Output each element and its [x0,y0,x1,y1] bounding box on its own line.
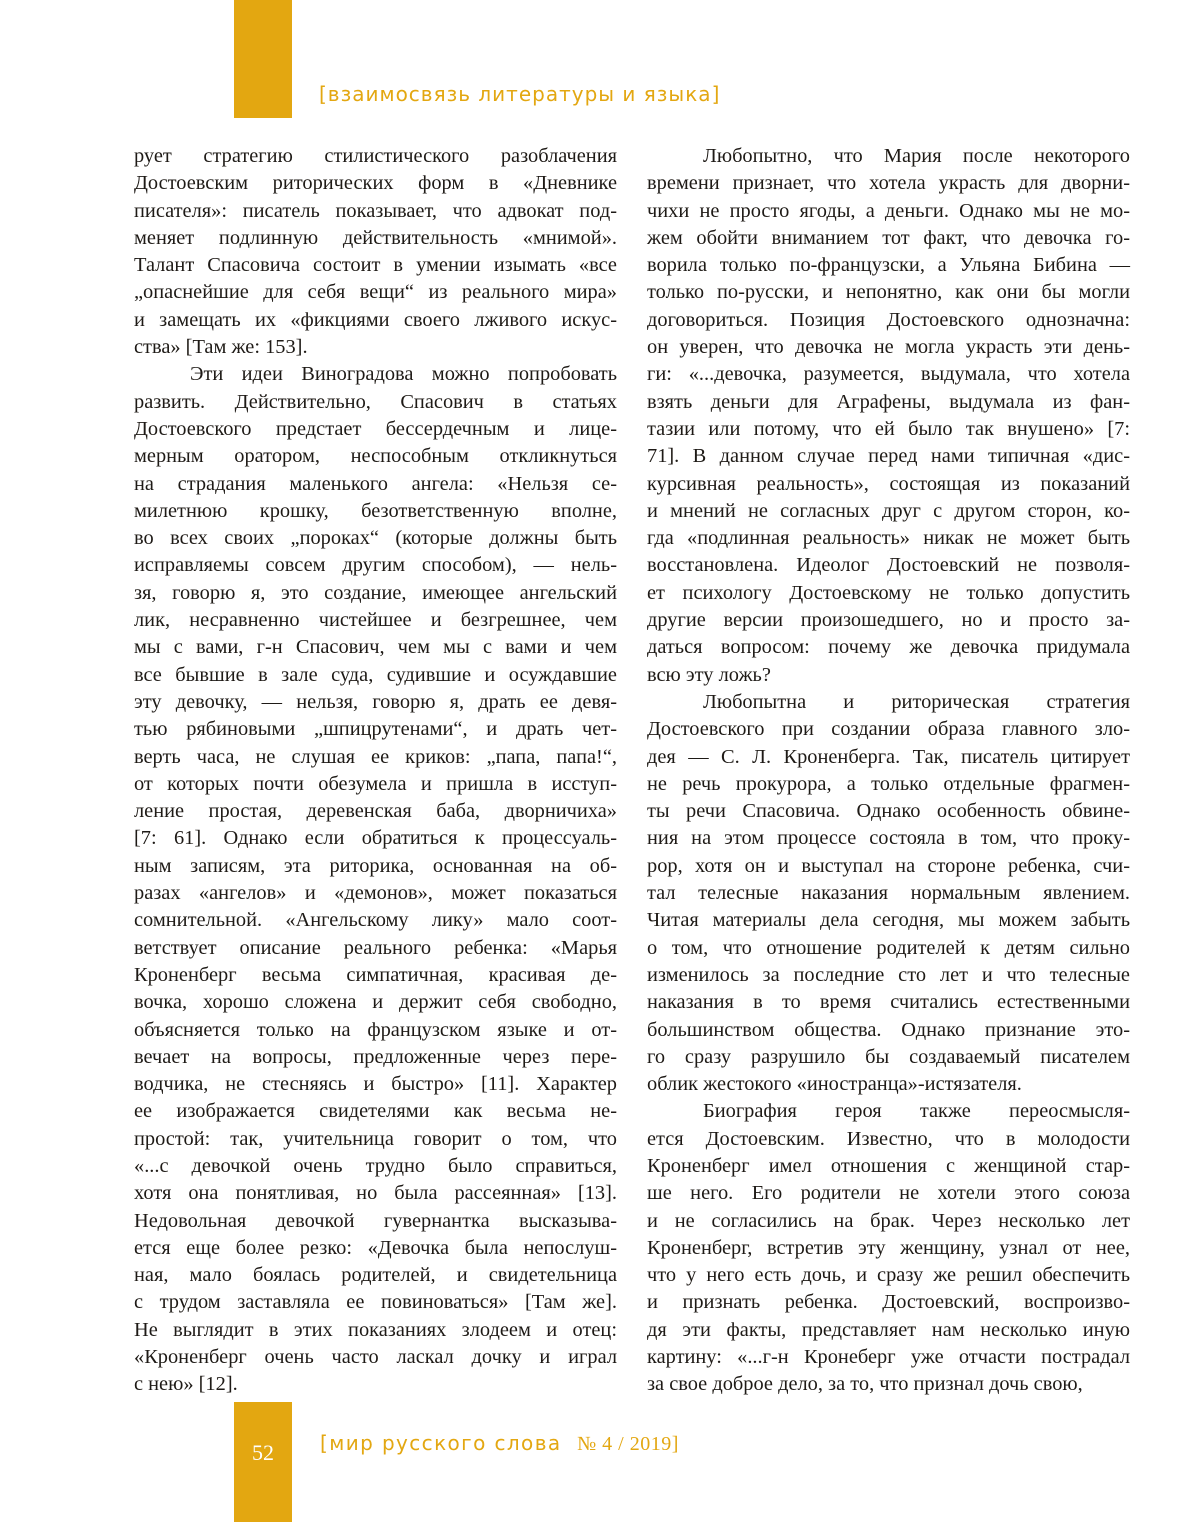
text-line: тазии или потому, что ей было так внушено» [7: [647,417,1130,440]
text-line: гда «подлинная реальность» никак не может быть [647,527,1130,550]
journal-name: [мир русского слова [320,1431,562,1455]
text-line: ства» [Там же: 153]. [134,336,308,359]
journal-issue: № 4 / 2019] [577,1433,679,1455]
text-line: развить. Действительно, Спасович в статьях [134,390,617,413]
text-line: и не согласились на брак. Через несколько лет [647,1209,1130,1232]
text-line: во всех своих „пороках“ (которые должны быть [134,527,617,550]
text-line: Достоевским риторических форм в «Дневнике [134,172,617,195]
text-line: Эти идеи Виноградова можно попробовать [190,363,617,386]
text-line: только по-русски, и непонятно, как они бы могли [647,281,1130,304]
text-line: «Кроненберг очень часто ласкал дочку и играл [134,1346,617,1369]
header-accent-bar [234,0,292,118]
text-line: лик, несравненно чистейшее и безгрешнее, чем [134,609,617,632]
text-line: ется еще более резко: «Девочка была непослуш- [134,1236,617,1259]
text-line: рует стратегию стилистического разоблачения [134,145,617,167]
text-line: все бывшие в зале суда, судившие и осуждавшие [134,663,617,686]
text-line: ет психологу Достоевскому не только допустить [647,581,1130,604]
text-line: жем обойти вниманием тот факт, что девочка го- [647,226,1130,249]
text-line: за свое доброе дело, за то, что признал дочь свою, [647,1373,1083,1396]
text-line: и мнений не согласных друг с другом сторон, ко- [647,499,1130,522]
text-line: времени признает, что хотела украсть для дворни- [647,172,1130,195]
text-line: вочка, хорошо сложена и держит себя свободно, [134,991,617,1014]
text-line: Кроненберг имел отношения с женщиной стар- [647,1154,1130,1177]
text-line: от которых почти обезумела и пришла в исступ- [134,772,617,795]
text-line: Достоевского предстает бессердечным и лице- [134,417,617,440]
text-line: с нею» [12]. [134,1373,238,1396]
text-line: на страдания маленького ангела: «Нельзя се- [134,472,617,495]
text-line: ная, мало боялась родителей, и свидетельница [134,1264,617,1287]
text-line: объясняется только на французском языке и от- [134,1018,617,1041]
text-line: ше него. Его родители не хотели этого союза [647,1182,1130,1205]
text-line: мерным оратором, неспособным откликнуться [134,445,617,468]
text-line: простой: так, учительница говорит о том, что [134,1127,617,1150]
page-number: 52 [252,1440,274,1465]
section-title: [взаимосвязь литературы и языка] [319,82,721,106]
text-line: писателя»: писатель показывает, что адвокат под- [134,199,617,222]
text-line: наказания в то время считались естественными [647,991,1130,1014]
text-line: Любопытно, что Мария после некоторого [703,145,1130,167]
left-column [134,143,617,1399]
text-line: и замещать их «фикциями своего лживого искус- [134,308,617,331]
text-line: о том, что отношение родителей к детям сильно [647,936,1130,959]
text-line: он уверен, что девочка не могла украсть эти день- [647,336,1130,359]
text-line: исправляемы совсем другим способом), — нель- [134,554,617,577]
text-line: всю эту ложь? [647,663,771,686]
text-line: рор, хотя он и выступал на стороне ребенка, счи- [647,854,1130,877]
text-line: ты речи Спасовича. Однако особенность обвине- [647,800,1130,823]
text-line: дея — С. Л. Кроненберга. Так, писатель цитирует [647,745,1130,768]
text-line: хотя она понятливая, но была рассеянная» [13]. [134,1182,617,1205]
text-line: тью рябиновыми „шпицрутенами“, и драть чет- [134,718,617,741]
text-line: тал телесные наказания нормальным явлением. [647,882,1130,905]
text-line: Любопытна и риторическая стратегия [703,690,1130,713]
text-line: и признать ребенка. Достоевский, воспроизво- [647,1291,1130,1314]
text-line: Читая материалы дела сегодня, мы можем забыть [647,909,1130,932]
text-line: Не выглядит в этих показаниях злодеем и отец: [134,1318,617,1341]
text-line: Кроненберг весьма симпатичная, красивая де- [134,963,617,986]
text-line: милетнюю крошку, безответственную вполне, [134,499,617,522]
text-line: ным записям, эта риторика, основанная на об- [134,854,617,877]
text-line: „опаснейшие для себя вещи“ из реального мира» [134,281,617,304]
text-line: восстановлена. Идеолог Достоевский не позволя- [647,554,1130,577]
text-line: ворила только по-французски, а Ульяна Бибина — [647,254,1130,277]
journal-title [320,1431,679,1456]
text-line: сомнительной. «Ангельскому лику» мало соот- [134,909,617,932]
text-line: водчика, не стесняясь и быстро» [11]. Характер [134,1073,617,1096]
text-line: взять деньги для Аграфены, выдумала из фан- [647,390,1130,413]
text-line: Талант Спасовича состоит в умении изымать «все [134,254,617,277]
text-line: ее изображается свидетелями как весьма не- [134,1100,617,1123]
text-line: мы с вами, г-н Спасович, чем мы с вами и чем [134,636,617,659]
text-line: дя эти факты, представляет нам несколько иную [647,1318,1130,1341]
text-line: другие версии произошедшего, но и просто за- [647,609,1130,632]
text-line: эту девочку, — нельзя, говорю я, драть ее девя- [134,690,617,713]
text-line: зя, говорю я, это создание, имеющее ангельский [134,581,617,604]
text-line: ния на этом процессе состояла в том, что проку- [647,827,1130,850]
text-line: ветствует описание реального ребенка: «Марья [134,936,617,959]
text-line: договориться. Позиция Достоевского однозначна: [647,308,1130,331]
text-line: меняет подлинную действительность «мнимой». [134,226,617,249]
text-line: Кроненберг, встретив эту женщину, узнал от нее, [647,1236,1130,1259]
text-line: картину: «...г-н Кронеберг уже отчасти пострадал [647,1346,1130,1369]
text-line: верть часа, не слушая ее криков: „папа, папа!“, [134,745,617,768]
text-line: [7: 61]. Однако если обратиться к процессуаль- [134,827,617,850]
text-line: Биография героя также переосмысля- [703,1100,1130,1123]
text-line: ление простая, деревенская баба, дворничиха» [134,800,617,823]
text-line: Достоевского при создании образа главного зло- [647,718,1130,741]
text-line: большинством общества. Однако признание это- [647,1018,1130,1041]
text-line: Недовольная девочкой гувернантка высказыва- [134,1209,617,1232]
text-line: курсивная реальность», состоящая из показаний [647,472,1130,495]
right-column [647,143,1130,1399]
text-line: разах «ангелов» и «демонов», может показаться [134,882,617,905]
text-line: го сразу разрушило бы создаваемый писателем [647,1045,1130,1068]
text-line: не речь прокурора, а только отдельные фрагмен- [647,772,1130,795]
text-line: облик жестокого «иностранца»-истязателя. [647,1073,1022,1096]
text-line: что у него есть дочь, и сразу же решил обеспечить [647,1264,1130,1287]
text-line: «...с девочкой очень трудно было справиться, [134,1154,617,1177]
text-line: с трудом заставляла ее повиноваться» [Там же]. [134,1291,617,1314]
text-line: ги: «...девочка, разумеется, выдумала, что хотела [647,363,1130,386]
text-line: вечает на вопросы, предложенные через пере- [134,1045,617,1068]
text-line: ется Достоевским. Известно, что в молодости [647,1127,1130,1150]
text-line: изменилось за последние сто лет и что телесные [647,963,1130,986]
text-line: чихи не просто ягоды, а деньги. Однако мы не мо- [647,199,1130,222]
text-line: даться вопросом: почему же девочка придумала [647,636,1130,659]
text-line: 71]. В данном случае перед нами типичная «дис- [647,445,1130,468]
